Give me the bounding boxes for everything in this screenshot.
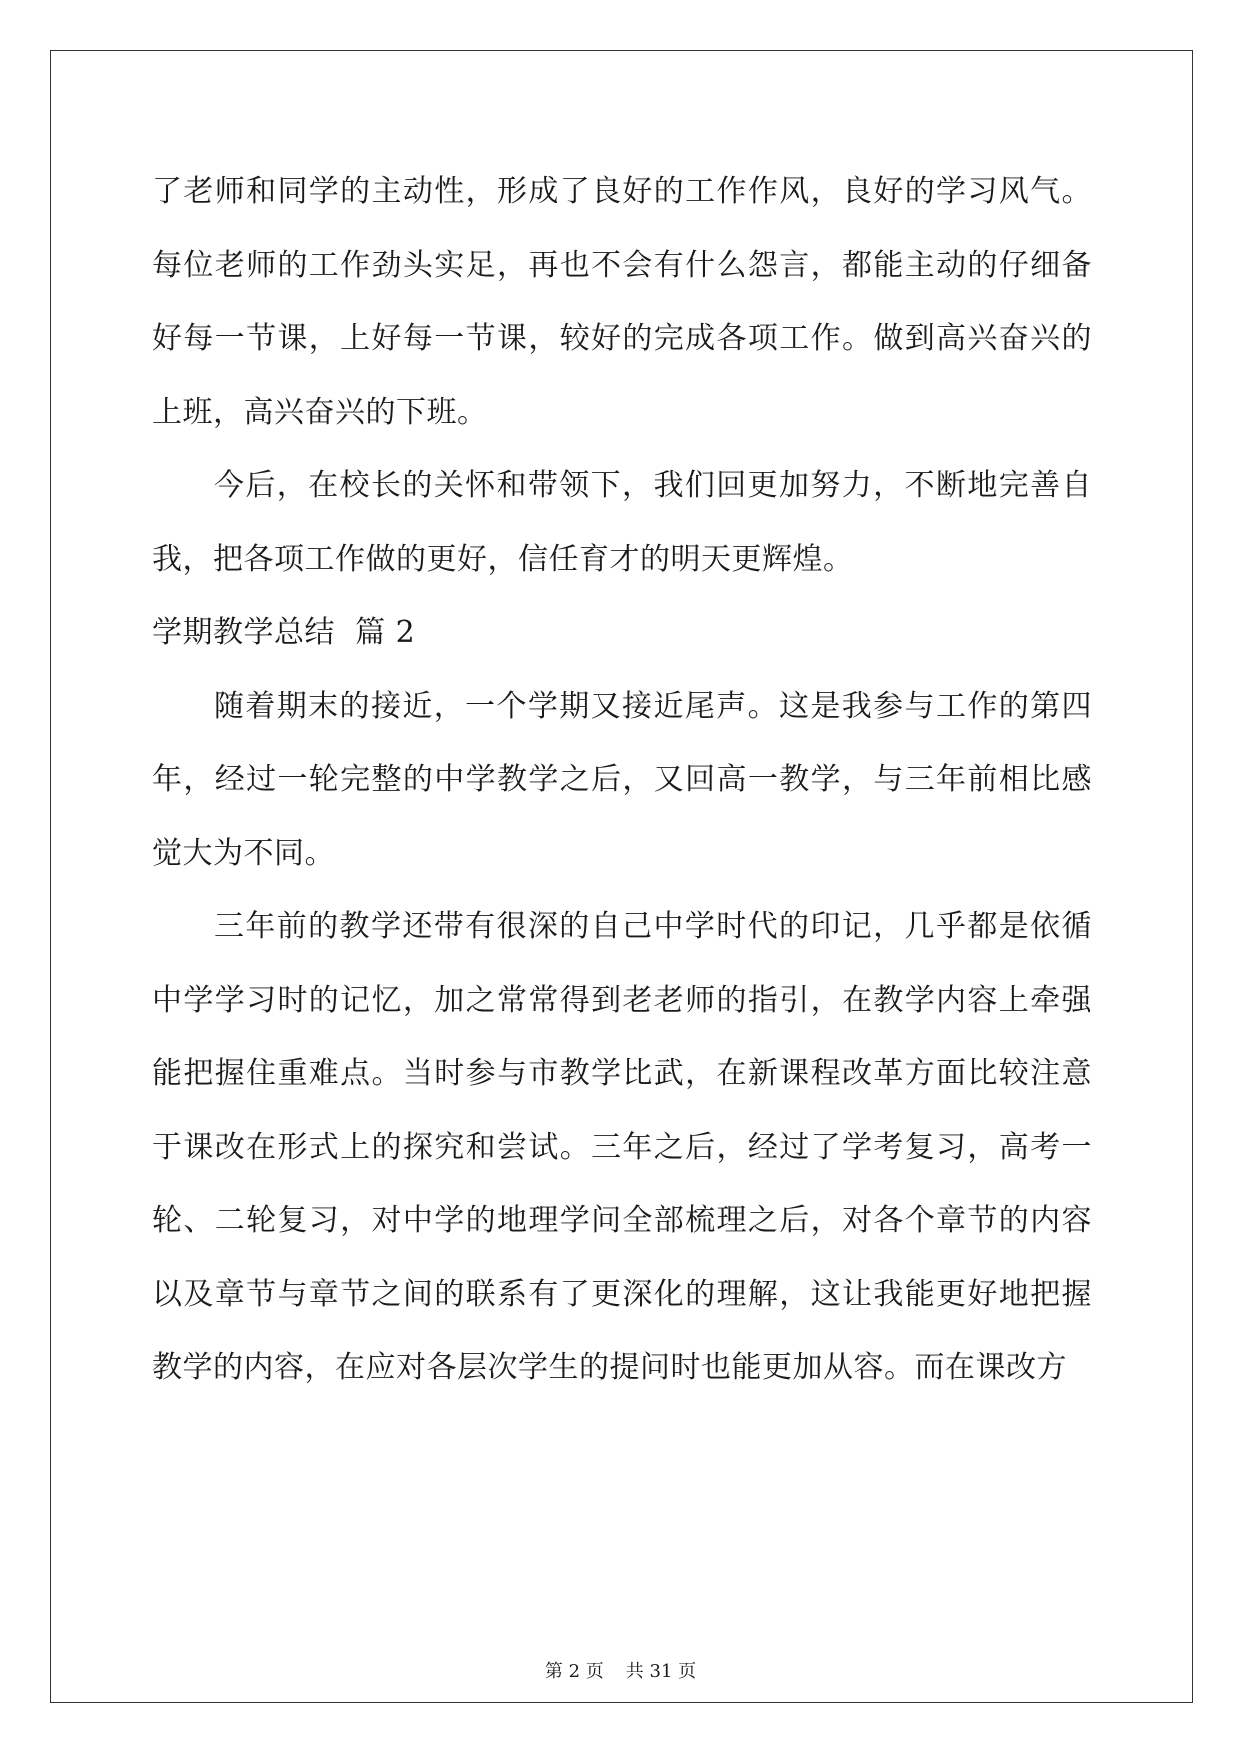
paragraph-1: 了老师和同学的主动性，形成了良好的工作作风，良好的学习风气。每位老师的工作劲头实足，再也不会有什么怨言，都能主动的仔细备好每一节课，上好每一节课，较好的完成各项工作。做到高兴奋兴的上班，高兴奋兴的下班。 xyxy=(152,174,1092,430)
paragraph-2: 今后，在校长的关怀和带领下，我们回更加努力，不断地完善自我，把各项工作做的更好，信任育才的明天更辉煌。 xyxy=(152,468,1092,577)
section-heading: 学期教学总结 篇 2 xyxy=(152,615,416,650)
page-number: 第 2 页 xyxy=(544,1661,604,1682)
page-total: 共 31 页 xyxy=(625,1661,697,1682)
paragraph-4: 三年前的教学还带有很深的自己中学时代的印记，几乎都是依循中学学习时的记忆，加之常常得到老老师的指引，在教学内容上牵强能把握住重难点。当时参与市教学比武，在新课程改革方面比较注意于课改在形式上的探究和尝试。三年之后，经过了学考复习，高考一轮、二轮复习，对中学的地理学问全部梳理之后，对各个章节的内容以及章节与章节之间的联系有了更深化的理解，这让我能更好地把握教学的内容，在应对各层次学生的提问时也能更加从容。而在课改方 xyxy=(152,909,1092,1385)
page-footer xyxy=(0,1660,1241,1684)
paragraph-3: 随着期末的接近，一个学期又接近尾声。这是我参与工作的第四年，经过一轮完整的中学教学之后，又回高一教学，与三年前相比感觉大为不同。 xyxy=(152,688,1092,871)
document-body xyxy=(152,155,1092,1405)
